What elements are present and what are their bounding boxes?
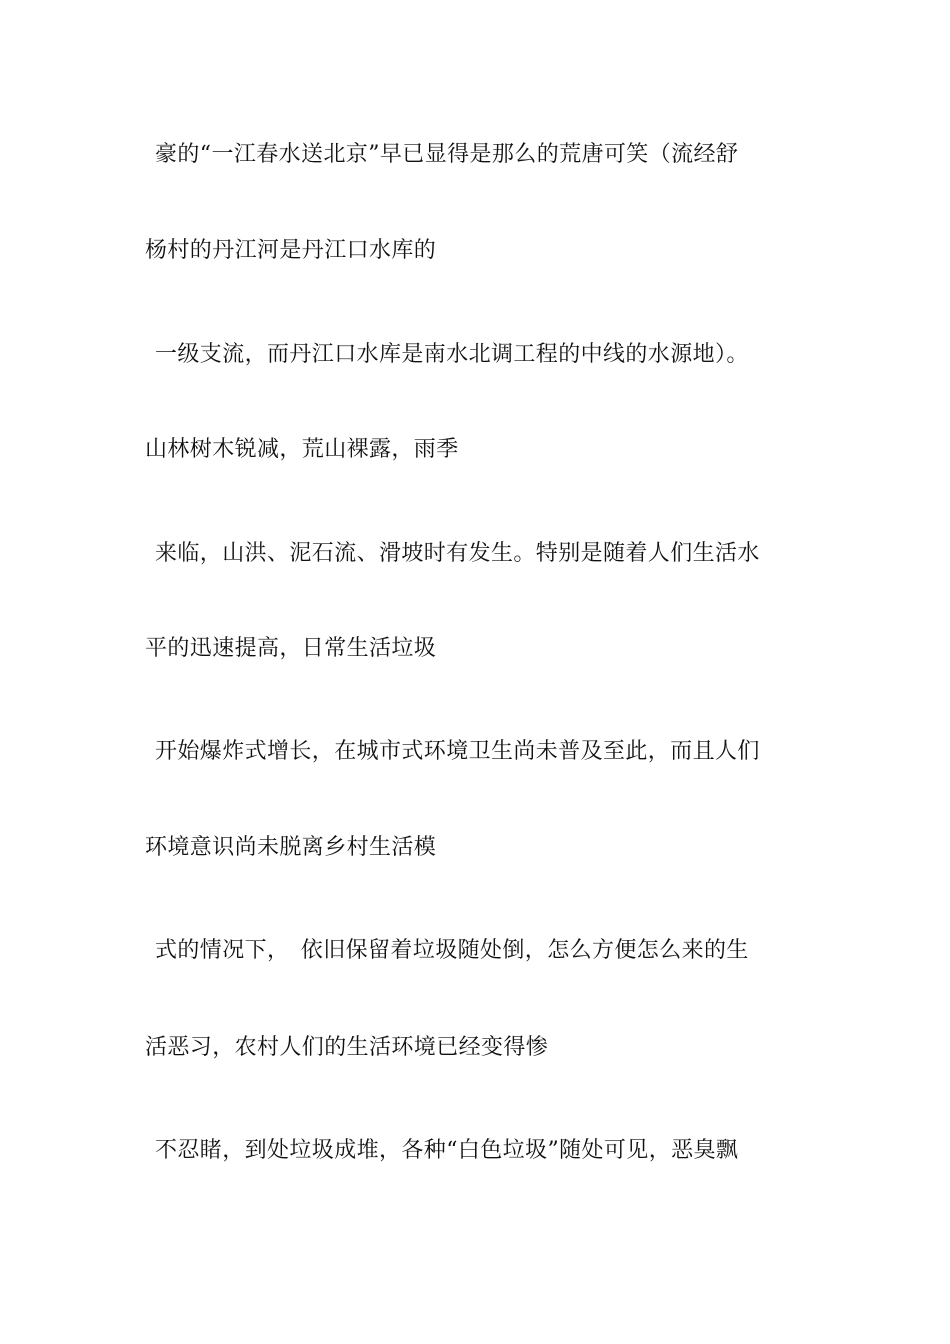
- text-line-4: 山林树木锐减，荒山裸露，雨季: [145, 437, 459, 462]
- text-line-3: 一级支流，而丹江口水库是南水北调工程的中线的水源地）。: [155, 342, 749, 367]
- text-line-6: 平的迅速提高，日常生活垃圾: [145, 636, 437, 661]
- text-line-1: 豪的“一江春水送北京”早已显得是那么的荒唐可笑（流经舒: [155, 142, 739, 167]
- text-line-11: 不忍睹，到处垃圾成堆，各种“白色垃圾”随处可见，恶臭飘: [155, 1138, 739, 1163]
- text-line-8: 环境意识尚未脱离乡村生活模: [145, 835, 437, 860]
- text-line-10: 活恶习，农村人们的生活环境已经变得惨: [145, 1035, 549, 1060]
- text-line-7: 开始爆炸式增长，在城市式环境卫生尚未普及至此，而且人们: [155, 739, 760, 764]
- text-line-9: 式的情况下， 依旧保留着垃圾随处倒，怎么方便怎么来的生: [155, 938, 749, 963]
- text-line-5: 来临，山洪、泥石流、滑坡时有发生。特别是随着人们生活水: [155, 541, 760, 566]
- text-line-2: 杨村的丹江河是丹江口水库的: [145, 238, 437, 263]
